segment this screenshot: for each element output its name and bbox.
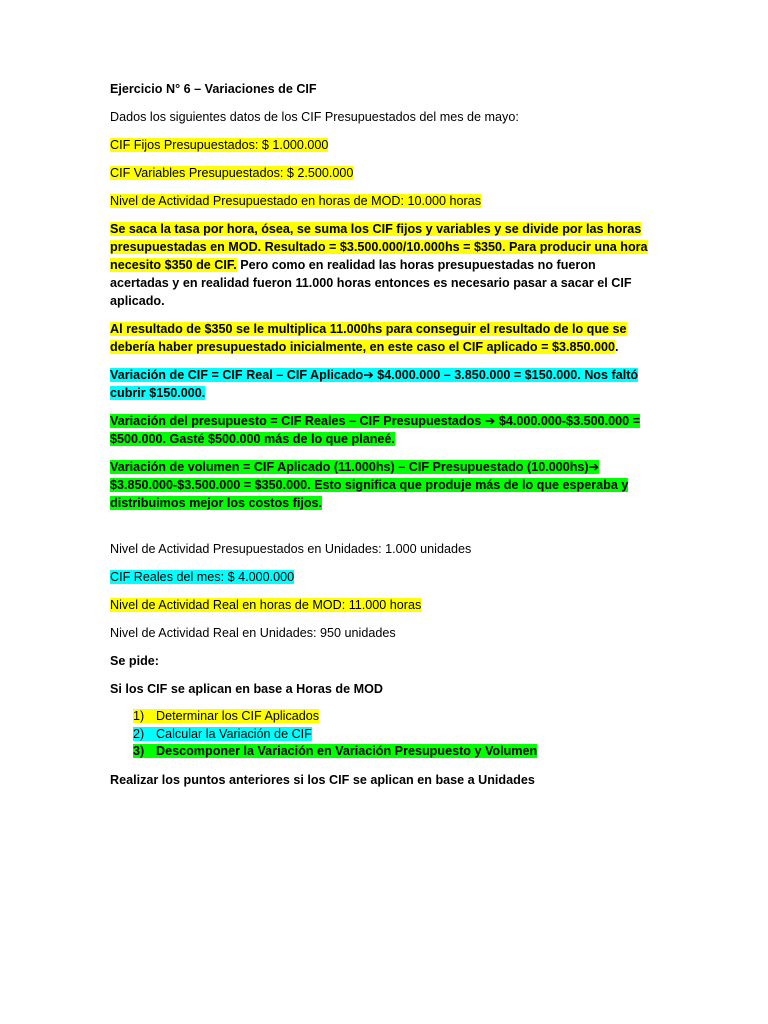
variacion-volumen-paragraph (110, 458, 658, 512)
task-item-1: 1) Determinar los CIF Aplicados (133, 709, 320, 723)
intro-text: Dados los siguientes datos de los CIF Presupuestados del mes de mayo: (110, 110, 519, 124)
variacion-cif-paragraph (110, 366, 658, 402)
exercise-title: Ejercicio N° 6 – Variaciones de CIF (110, 82, 317, 96)
nivel-horas-line (110, 192, 658, 210)
nivel-real-horas-line (110, 596, 658, 614)
tasa-highlight: Se saca la tasa por hora, ósea, se suma los CIF fijos y variables y se divide por las horas presupuestadas en MOD. Resultado = $3.500.000/10.000hs = $350. Para producir una hora necesito $350 de CIF. (110, 222, 648, 272)
nivel-real-unidades-line: Nivel de Actividad Real en Unidades: 950 unidades (110, 626, 396, 640)
cif-variables-line (110, 164, 658, 182)
cif-fijos-line (110, 136, 658, 154)
variacion-volumen-text: Variación de volumen = CIF Aplicado (11.000hs) – CIF Presupuestado (10.000hs)➔ $3.850.000-$3.500.000 = $350.000. Esto significa que produje más de lo que esperaba y distribuimos mejor los costos fijos. (110, 460, 629, 510)
cif-variables-text: CIF Variables Presupuestados: $ 2.500.000 (110, 166, 354, 180)
nivel-unidades-line: Nivel de Actividad Presupuestados en Unidades: 1.000 unidades (110, 542, 472, 556)
variacion-cif-text: Variación de CIF = CIF Real – CIF Aplicado➔ $4.000.000 – 3.850.000 = $150.000. Nos faltó cubrir $150.000. (110, 368, 639, 400)
cif-reales-text: CIF Reales del mes: $ 4.000.000 (110, 570, 295, 584)
si-cif-heading: Si los CIF se aplican en base a Horas de MOD (110, 682, 383, 696)
task-item-3: 3) Descomponer la Variación en Variación Presupuesto y Volumen (133, 744, 538, 758)
tasa-rest: Pero como en realidad las horas presupuestadas no fueron acertadas y en realidad fueron 11.000 horas entonces es necesario pasar a sacar el CIF aplicado. (110, 258, 632, 308)
tasa-paragraph (110, 220, 658, 310)
cif-fijos-text: CIF Fijos Presupuestados: $ 1.000.000 (110, 138, 329, 152)
final-instruction: Realizar los puntos anteriores si los CIF se aplican en base a Unidades (110, 772, 535, 787)
variacion-presupuesto-paragraph (110, 412, 658, 448)
cif-reales-line (110, 568, 658, 586)
task-item-2: 2) Calcular la Variación de CIF (133, 726, 312, 741)
resultado-highlight: Al resultado de $350 se le multiplica 11.000hs para conseguir el resultado de lo que se debería haber presupuestado inicialmente, en este caso el CIF aplicado = $3.850.000 (110, 322, 627, 354)
document-body (110, 80, 658, 799)
task-list (110, 708, 658, 761)
resultado-paragraph: Al resultado de $350 se le multiplica 11.000hs para conseguir el resultado de lo que se debería haber presupuestado inicialmente, en este caso el CIF aplicado = $3.850.000. (110, 322, 627, 354)
nivel-horas-text: Nivel de Actividad Presupuestado en horas de MOD: 10.000 horas (110, 194, 482, 208)
se-pide-heading: Se pide: (110, 654, 159, 668)
variacion-presupuesto-text: Variación del presupuesto = CIF Reales – CIF Presupuestados ➔ $4.000.000-$3.500.000 = $500.000. Gasté $500.000 más de lo que planeé. (110, 414, 640, 446)
nivel-real-horas-text: Nivel de Actividad Real en horas de MOD: 11.000 horas (110, 598, 422, 612)
